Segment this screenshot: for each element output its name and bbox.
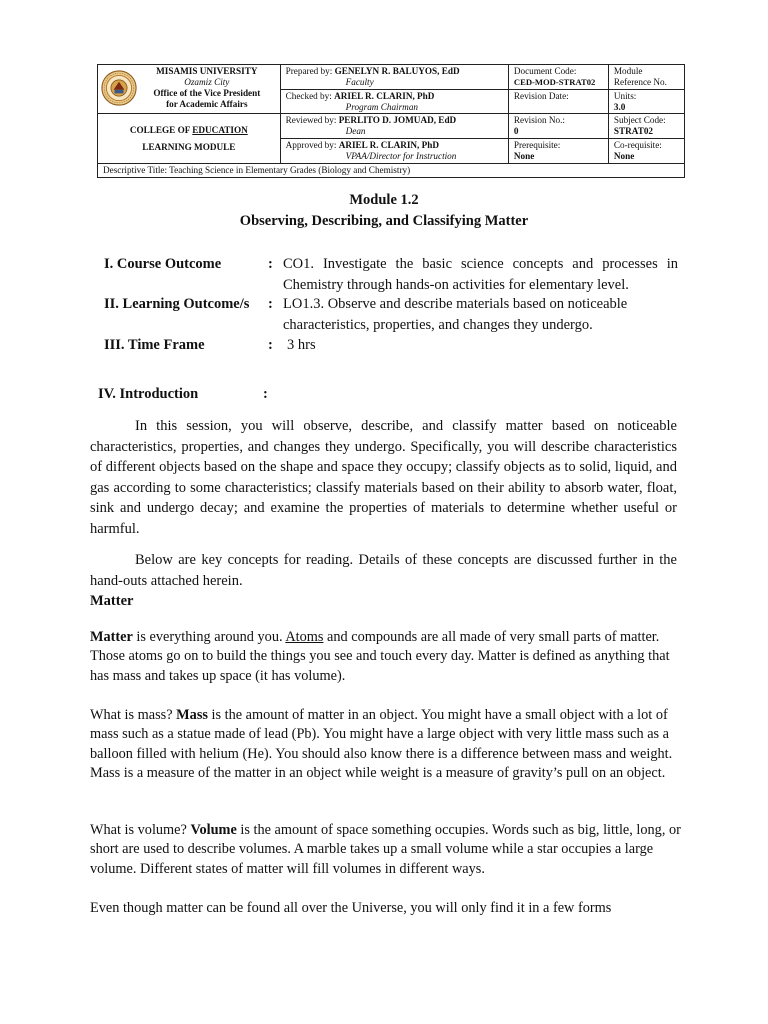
corequisite-cell [608,139,684,164]
module-reference-label-1: Module [613,66,643,76]
revision-date-label: Revision Date: [513,90,569,101]
prerequisite-value: None [513,151,535,162]
approved-by-cell [280,139,508,164]
learning-outcome-row [104,294,678,336]
prepared-by-role: Faculty [345,76,374,87]
units-cell [608,89,684,114]
prepared-by-label: Prepared by: [285,66,333,76]
university-name: MISAMIS UNIVERSITY [156,66,258,76]
course-outcome-colon: : [268,256,273,272]
corequisite-value: None [613,151,635,162]
course-outcome-label: I. Course Outcome [104,256,222,272]
corequisite-label: Co-requisite: [613,140,662,151]
approved-by-role: VPAA/Director for Instruction [345,151,457,162]
office-line-2: for Academic Affairs [166,98,248,109]
college-block [98,114,281,163]
learning-outcome-text: LO1.3. Observe and describe materials based on noticeable characteristics, properties, and changes they undergo. [283,296,628,333]
introduction-paragraph-1 [90,416,677,539]
mass-text: is the amount of matter in an object. You might have a small object with a lot of mass such as a statue made of lead (Pb). You might have a large object with very little mass such as a balloon filled with helium (He). You should also know there is a difference between mass and weight. Mass is a measure of the matter in an object while weight is a measure of gravity’s pull on an object. [90,707,673,781]
volume-question: What is volume? [90,822,191,838]
office-line-1: Office of the Vice President [153,87,261,98]
subject-code-label: Subject Code: [613,115,666,126]
descriptive-title: Descriptive Title: Teaching Science in Elementary Grades (Biology and Chemistry) [98,163,685,177]
learning-outcome-label: II. Learning Outcome/s [104,296,250,312]
learning-outcome-colon: : [268,296,273,312]
prerequisite-label: Prerequisite: [513,140,561,151]
revision-no-label: Revision No.: [513,115,565,126]
intro-text-2: Below are key concepts for reading. Details of these concepts are discussed further in the hand-outs attached herein. [90,552,677,589]
college-name: EDUCATION [192,124,248,135]
document-code-cell [508,65,608,90]
time-frame-colon: : [268,337,273,353]
introduction-paragraph-2 [90,550,677,612]
time-frame-text: 3 hrs [287,337,316,353]
prepared-by-name: GENELYN R. BALUYOS, EdD [334,66,460,76]
time-frame-row [104,335,678,357]
university-block [98,65,281,114]
revision-no-cell [508,114,608,139]
matter-paragraph [90,628,690,686]
checked-by-name: ARIEL R. CLARIN, PhD [334,90,435,101]
module-reference-cell [608,65,684,90]
module-type: LEARNING MODULE [142,141,236,152]
revision-date-cell [508,89,608,114]
document-code-label: Document Code: [513,66,577,76]
checked-by-label: Checked by: [285,90,332,101]
matter-term: Matter [90,629,133,645]
forms-paragraph [90,899,690,918]
mass-term: Mass [176,707,208,723]
checked-by-cell [280,89,508,114]
reviewed-by-label: Reviewed by: [285,115,337,126]
module-reference-label-2: Reference No. [613,76,667,87]
subject-code-cell [608,114,684,139]
module-header-table [97,64,685,178]
matter-text-b: and compounds are all made of very small parts of matter. Those atoms go on to build the things you see and touch every day. Matter is defined as anything that has mass and takes up space (it has volume). [90,629,670,684]
module-number: Module 1.2 [349,192,419,208]
university-city: Ozamiz City [184,76,230,87]
units-value: 3.0 [613,101,626,112]
revision-no-value: 0 [513,126,519,137]
mass-question: What is mass? [90,707,177,723]
matter-text-a: is everything around you. [132,629,286,645]
course-outcome-text: CO1. Investigate the basic science concepts and processes in Chemistry through hands-on activities for elementary level. [283,256,678,293]
reviewed-by-role: Dean [345,126,366,137]
units-label: Units: [613,90,637,101]
document-code-value: CED-MOD-STRAT02 [513,76,596,87]
volume-paragraph [90,821,690,879]
module-title: Observing, Describing, and Classifying Matter [239,213,529,229]
university-seal-icon [101,70,137,106]
volume-text: is the amount of space something occupies. Words such as big, little, long, or short are used to describe volumes. A marble takes up a small volume while a star occupies a large volume. Different states of matter will fill volumes in different ways. [90,822,681,877]
mass-paragraph [90,706,690,783]
introduction-colon: : [263,386,268,402]
volume-term: Volume [190,822,237,838]
time-frame-label: III. Time Frame [104,337,205,353]
reviewed-by-name: PERLITO D. JOMUAD, EdD [338,115,457,126]
prerequisite-cell [508,139,608,164]
intro-text-1: In this session, you will observe, describe, and classify matter based on noticeable characteristics, properties, and changes they undergo. Specifically, you will describe characteristics of different objects based on the shape and space they occupy; classify objects as to solid, liquid, and gas according to some characteristics; classify materials based on their ability to absorb water, float, sink and undergo decay; and examine the properties of materials to determine whether useful or harmful. [90,418,677,537]
college-prefix: COLLEGE OF [129,124,193,135]
atoms-link[interactable]: Atoms [285,629,324,645]
forms-text: Even though matter can be found all over the Universe, you will only find it in a few forms [90,900,612,916]
course-outcome-row [104,254,678,296]
approved-by-label: Approved by: [285,140,337,151]
checked-by-role: Program Chairman [345,101,419,112]
college-line [101,125,277,136]
reviewed-by-cell [280,114,508,139]
approved-by-name: ARIEL R. CLARIN, PhD [338,140,440,151]
matter-heading: Matter [90,593,134,609]
subject-code-value: STRAT02 [613,126,654,137]
prepared-by-cell [280,65,508,90]
introduction-heading: IV. Introduction [98,386,199,402]
